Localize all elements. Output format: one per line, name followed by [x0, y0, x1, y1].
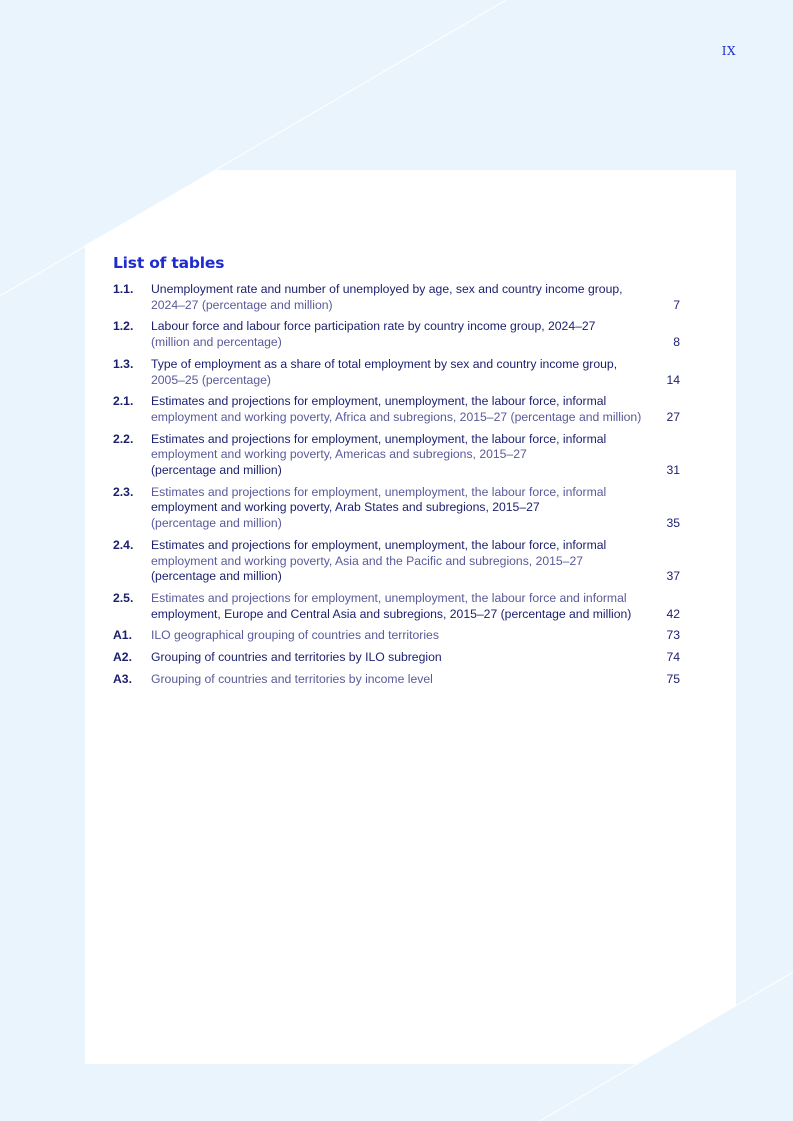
- entry-title-line: (percentage and million): [151, 463, 282, 478]
- entry-page-number: 42: [666, 606, 680, 621]
- toc-entry[interactable]: [113, 432, 680, 479]
- entry-title-line: ILO geographical grouping of countries and territories: [151, 628, 439, 643]
- entry-page-number: 74: [666, 650, 680, 665]
- entry-number: A3.: [113, 671, 132, 686]
- entry-page-number: 7: [673, 297, 680, 312]
- entry-page-number: 35: [666, 516, 680, 531]
- toc-entry[interactable]: [113, 628, 680, 644]
- entry-title-line: employment, Europe and Central Asia and subregions, 2015–27 (percentage and million): [151, 606, 632, 621]
- entry-page-number: 31: [666, 463, 680, 478]
- entry-title: [151, 538, 640, 585]
- entry-number: A2.: [113, 650, 132, 665]
- entry-title: [151, 591, 640, 622]
- entry-title-line: (percentage and million): [151, 569, 282, 584]
- entry-number: 2.2.: [113, 431, 134, 446]
- entry-number: 2.4.: [113, 537, 134, 552]
- entry-title-line: employment and working poverty, Asia and the Pacific and subregions, 2015–27: [151, 553, 584, 568]
- entry-page-number: 73: [666, 628, 680, 643]
- entry-title-line: Grouping of countries and territories by ILO subregion: [151, 650, 442, 665]
- entry-page-number: 37: [666, 569, 680, 584]
- entry-title: [151, 485, 640, 532]
- entry-page-number: 75: [666, 671, 680, 686]
- entry-title-line: Unemployment rate and number of unemployed by age, sex and country income group,: [151, 282, 623, 296]
- entry-title: [151, 394, 641, 425]
- entry-title-line: employment and working poverty, Americas and subregions, 2015–27: [151, 447, 527, 462]
- toc-entry[interactable]: [113, 394, 680, 425]
- entry-title-line: (percentage and million): [151, 516, 282, 531]
- page-number: IX: [721, 44, 736, 58]
- entry-title-line: Estimates and projections for employment, unemployment, the labour force, informal: [151, 431, 607, 446]
- entry-title: [151, 672, 640, 688]
- entry-number: 2.1.: [113, 394, 134, 409]
- entry-number: 2.3.: [113, 484, 134, 499]
- toc-entry[interactable]: [113, 538, 680, 585]
- entry-title-line: Grouping of countries and territories by income level: [151, 671, 433, 686]
- entry-page-number: 14: [666, 372, 680, 387]
- entry-title: [151, 650, 640, 666]
- entry-number: 1.1.: [113, 282, 134, 296]
- entry-title-line: employment and working poverty, Africa and subregions, 2015–27 (percentage and million): [151, 409, 642, 424]
- list-of-tables: [113, 254, 680, 693]
- entry-title-line: Estimates and projections for employment, unemployment, the labour force and informal: [151, 590, 627, 605]
- toc-entry[interactable]: [113, 591, 680, 622]
- entry-title-line: Estimates and projections for employment, unemployment, the labour force, informal: [151, 394, 607, 409]
- toc-entry[interactable]: [113, 672, 680, 688]
- entry-title-line: Labour force and labour force participation rate by country income group, 2024–27: [151, 319, 596, 334]
- toc-entry[interactable]: [113, 485, 680, 532]
- entry-page-number: 27: [666, 409, 680, 424]
- entry-title-line: (million and percentage): [151, 335, 282, 350]
- entry-number: 1.2.: [113, 319, 134, 334]
- entry-title-line: Estimates and projections for employment, unemployment, the labour force, informal: [151, 484, 607, 499]
- toc-entry[interactable]: [113, 319, 680, 350]
- toc-entry[interactable]: [113, 282, 680, 313]
- entry-page-number: 8: [673, 335, 680, 350]
- entry-number: 2.5.: [113, 590, 134, 605]
- entry-title: [151, 319, 640, 350]
- entry-title: [151, 357, 640, 388]
- entry-title-line: 2024–27 (percentage and million): [151, 297, 333, 312]
- toc-entry[interactable]: [113, 650, 680, 666]
- page-title: List of tables: [113, 254, 225, 272]
- entry-title-line: Type of employment as a share of total employment by sex and country income group,: [151, 356, 618, 371]
- entry-title-line: 2005–25 (percentage): [151, 372, 271, 387]
- entry-title: [151, 628, 640, 644]
- entry-title: [151, 282, 640, 313]
- entry-number: 1.3.: [113, 356, 134, 371]
- entry-number: A1.: [113, 628, 132, 643]
- table-entries: [113, 282, 680, 687]
- entry-title-line: employment and working poverty, Arab States and subregions, 2015–27: [151, 500, 540, 515]
- entry-title: [151, 432, 640, 479]
- toc-entry[interactable]: [113, 357, 680, 388]
- entry-title-line: Estimates and projections for employment, unemployment, the labour force, informal: [151, 537, 607, 552]
